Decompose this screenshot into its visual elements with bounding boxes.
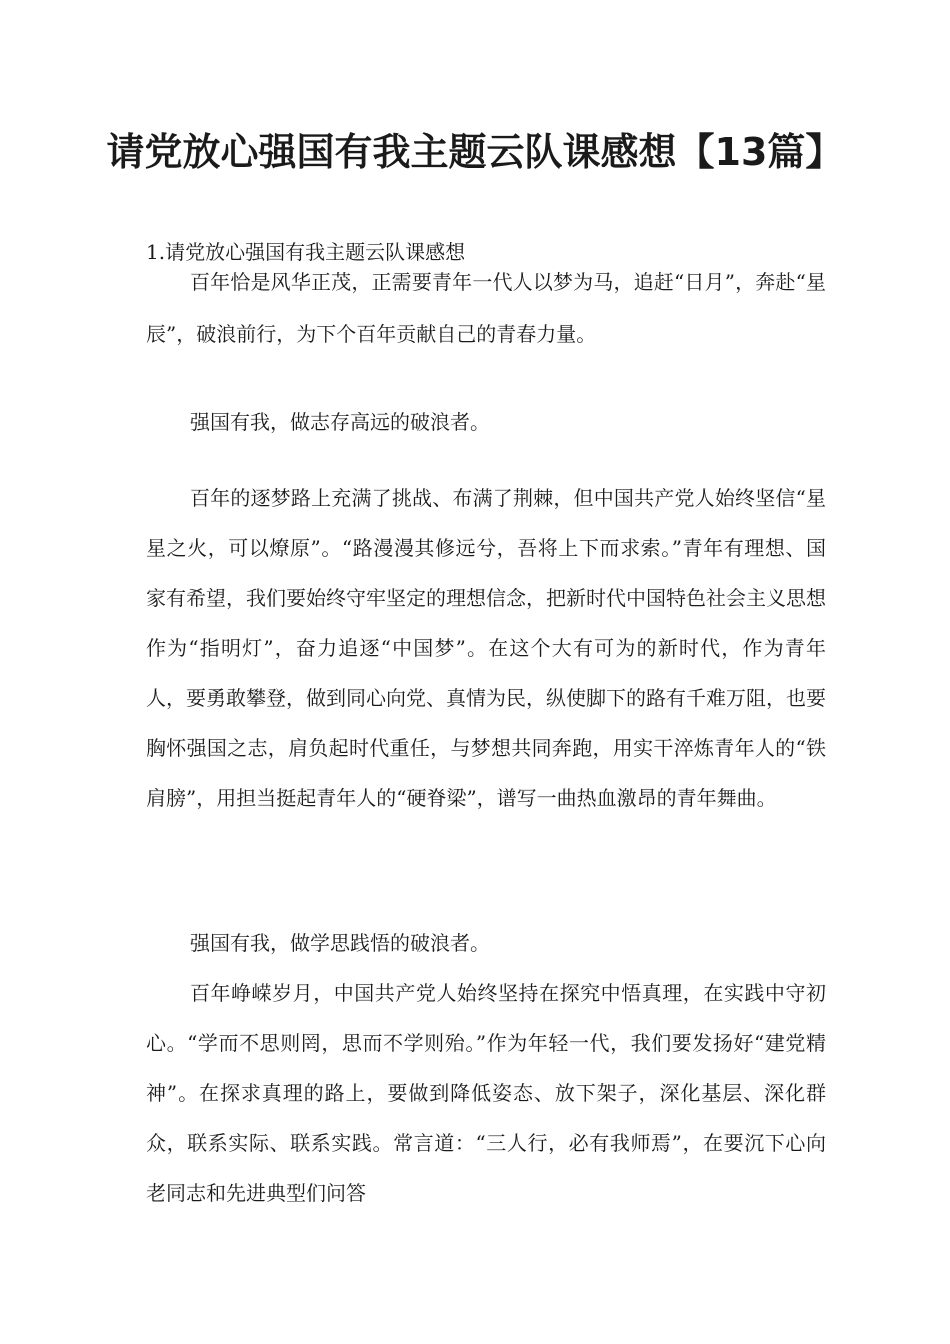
paragraph-subheading-1: 强国有我，做志存高远的破浪者。: [190, 410, 490, 434]
paragraph-intro: 百年恰是风华正茂，正需要青年一代人以梦为马，追赶“日月”，奔赴“星辰”，破浪前行，为下个百年贡献自己的青春力量。: [146, 270, 826, 346]
section-heading: 1.请党放心强国有我主题云队课感想: [146, 240, 466, 264]
paragraph-body-1: 百年的逐梦路上充满了挑战、布满了荆棘，但中国共产党人始终坚信“星星之火，可以燎原”。“路漫漫其修远兮，吾将上下而求索。”青年有理想、国家有希望，我们要始终守牢坚定的理想信念，把新时代中国特色社会主义思想作为“指明灯”，奋力追逐“中国梦”。在这个大有可为的新时代，作为青年人，要勇敢攀登，做到同心向党、真情为民，纵使脚下的路有千难万阻，也要胸怀强国之志，肩负起时代重任，与梦想共同奔跑，用实干淬炼青年人的“铁肩膀”，用担当挺起青年人的“硬脊梁”，谱写一曲热血激昂的青年舞曲。: [146, 486, 826, 810]
paragraph-subheading-2: 强国有我，做学思践悟的破浪者。: [190, 931, 490, 955]
document-title: 请党放心强国有我主题云队课感想【13篇】: [106, 130, 844, 174]
paragraph-body-2: 百年峥嵘岁月，中国共产党人始终坚持在探究中悟真理，在实践中守初心。“学而不思则罔，思而不学则殆。”作为年轻一代，我们要发扬好“建党精神”。在探求真理的路上，要做到降低姿态、放下架子，深化基层、深化群众，联系实际、联系实践。常言道：“三人行，必有我师焉”，在要沉下心向老同志和先进典型们问答: [146, 981, 826, 1205]
